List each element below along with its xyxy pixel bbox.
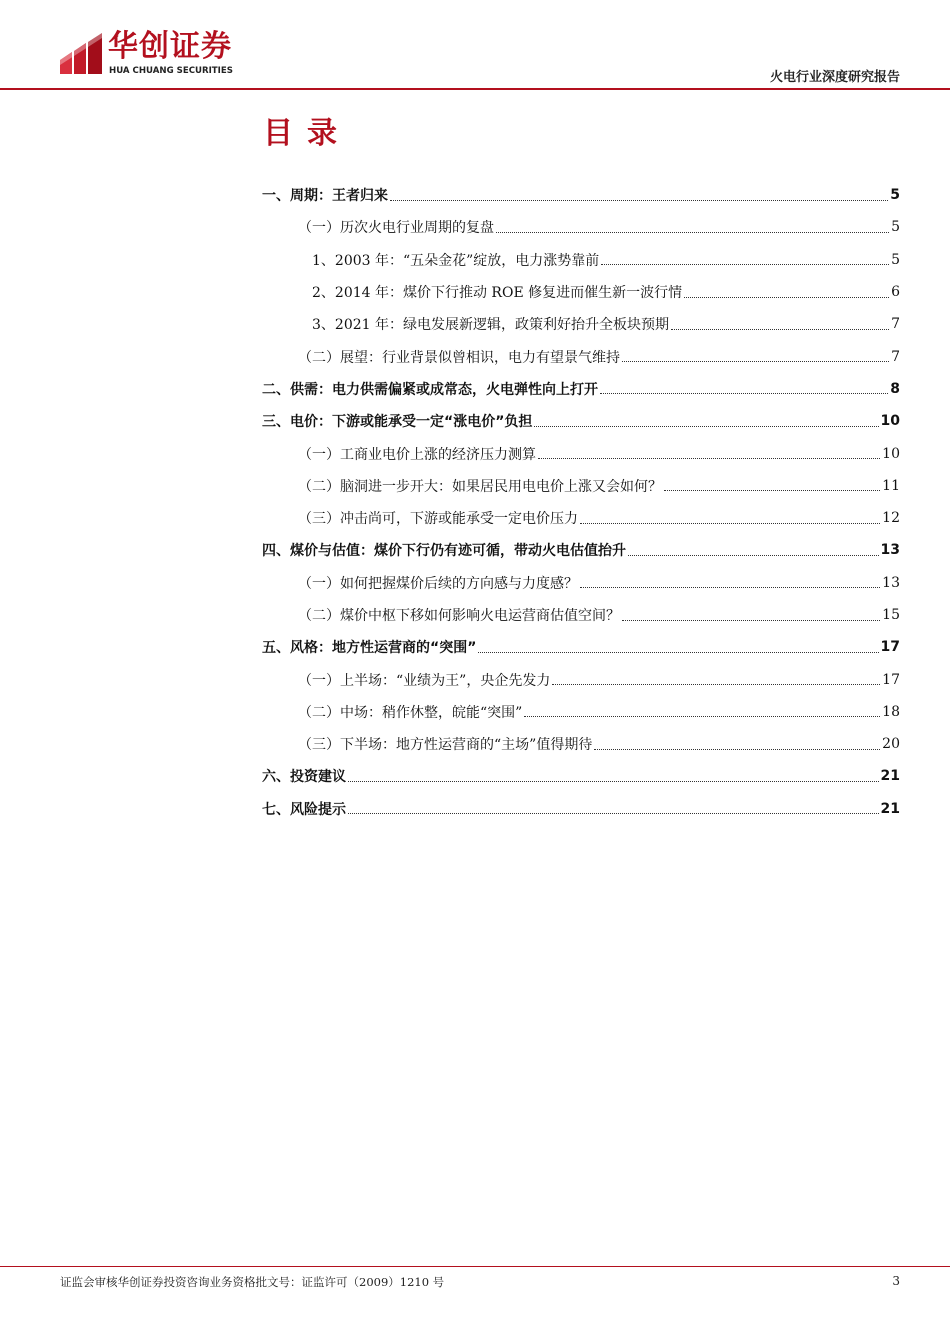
table-of-contents <box>262 179 900 825</box>
toc-entry-page: 17 <box>882 671 900 688</box>
toc-entry[interactable] <box>262 244 900 276</box>
toc-entry-title: 六、投资建议 <box>262 769 346 786</box>
toc-dot-leader <box>628 541 879 556</box>
toc-dot-leader <box>684 283 889 298</box>
toc-entry-page: 17 <box>880 639 900 656</box>
toc-entry-title: （一）历次火电行业周期的复盘 <box>298 220 494 237</box>
toc-entry[interactable] <box>262 437 900 469</box>
brand-name-en: HUA CHUANG SECURITIES <box>109 66 233 76</box>
toc-entry-title: （三）下半场：地方性运营商的“主场”值得期待 <box>298 737 593 754</box>
page-header <box>0 0 950 92</box>
toc-entry-title: 一、周期：王者归来 <box>262 188 388 205</box>
toc-dot-leader <box>600 379 888 394</box>
toc-dot-leader <box>601 250 889 265</box>
page-number: 3 <box>892 1274 900 1288</box>
toc-entry-page: 21 <box>880 768 900 785</box>
toc-entry[interactable] <box>262 696 900 728</box>
company-logo <box>58 30 248 80</box>
toc-entry-title: （一）上半场：“业绩为王”，央企先发力 <box>298 672 551 689</box>
toc-dot-leader <box>622 347 889 362</box>
toc-entry-title: 3、2021 年：绿电发展新逻辑，政策利好抬升全板块预期 <box>312 317 669 334</box>
toc-entry[interactable] <box>262 728 900 760</box>
toc-dot-leader <box>348 767 879 782</box>
toc-dot-leader <box>390 186 888 201</box>
toc-entry[interactable] <box>262 470 900 502</box>
toc-entry-page: 20 <box>882 736 900 753</box>
toc-dot-leader <box>478 638 878 653</box>
toc-entry-page: 7 <box>891 348 900 365</box>
toc-dot-leader <box>622 606 880 621</box>
toc-entry[interactable] <box>262 373 900 405</box>
toc-entry-title: 二、供需：电力供需偏紧或成常态，火电弹性向上打开 <box>262 381 598 398</box>
toc-entry[interactable] <box>262 631 900 663</box>
toc-entry[interactable] <box>262 179 900 211</box>
toc-entry-title: 2、2014 年：煤价下行推动 ROE 修复进而催生新一波行情 <box>312 285 683 302</box>
toc-entry[interactable] <box>262 276 900 308</box>
toc-entry[interactable] <box>262 599 900 631</box>
toc-entry-page: 8 <box>890 380 900 397</box>
toc-entry-page: 6 <box>891 284 900 301</box>
toc-entry[interactable] <box>262 308 900 340</box>
toc-entry-page: 21 <box>880 800 900 817</box>
toc-entry-page: 12 <box>882 510 900 527</box>
toc-dot-leader <box>534 412 878 427</box>
toc-entry-title: 五、风格：地方性运营商的“突围” <box>262 640 477 657</box>
toc-entry-title: 七、风险提示 <box>262 801 346 818</box>
toc-dot-leader <box>496 218 889 233</box>
toc-entry-page: 10 <box>882 445 900 462</box>
toc-entry-page: 5 <box>891 219 900 236</box>
toc-entry-title: （二）中场：稍作休整，皖能“突围” <box>298 704 523 721</box>
toc-entry[interactable] <box>262 340 900 372</box>
toc-dot-leader <box>552 670 880 685</box>
toc-entry[interactable] <box>262 663 900 695</box>
toc-dot-leader <box>348 799 879 814</box>
toc-entry-title: （一）工商业电价上涨的经济压力测算 <box>298 446 536 463</box>
toc-entry-page: 7 <box>891 316 900 333</box>
toc-entry-title: （二）煤价中枢下移如何影响火电运营商估值空间？ <box>298 608 620 624</box>
toc-entry[interactable] <box>262 502 900 534</box>
toc-entry-title: （二）脑洞进一步开大：如果居民用电电价上涨又会如何？ <box>298 478 662 495</box>
toc-entry[interactable] <box>262 793 900 825</box>
footer-license-text: 证监会审核华创证券投资咨询业务资格批文号：证监许可（2009）1210 号 <box>60 1275 445 1289</box>
toc-dot-leader <box>580 573 880 588</box>
brand-name-cn: 华创证券 <box>108 29 232 64</box>
toc-entry-page: 18 <box>882 703 900 720</box>
footer-divider <box>0 1266 950 1267</box>
toc-dot-leader <box>664 476 880 491</box>
toc-entry-title: 1、2003 年：“五朵金花”绽放，电力涨势靠前 <box>312 252 600 269</box>
toc-entry-page: 13 <box>882 574 900 591</box>
toc-entry-title: 三、电价：下游或能承受一定“涨电价”负担 <box>262 414 533 431</box>
toc-dot-leader <box>524 702 880 717</box>
toc-entry-title: （一）如何把握煤价后续的方向感与力度感？ <box>298 575 578 592</box>
toc-dot-leader <box>594 735 880 750</box>
toc-entry-title: （二）展望：行业背景似曾相识，电力有望景气维持 <box>298 349 620 366</box>
toc-dot-leader <box>580 509 880 524</box>
toc-dot-leader <box>671 315 889 330</box>
toc-entry[interactable] <box>262 760 900 792</box>
logo-mark-icon <box>58 30 104 76</box>
toc-entry[interactable] <box>262 211 900 243</box>
toc-entry[interactable] <box>262 534 900 566</box>
toc-entry-page: 10 <box>880 413 900 430</box>
toc-entry-page: 13 <box>880 542 900 559</box>
report-title: 火电行业深度研究报告 <box>769 70 900 85</box>
toc-entry-page: 5 <box>891 251 900 268</box>
toc-entry[interactable] <box>262 567 900 599</box>
toc-dot-leader <box>538 444 880 459</box>
toc-entry-title: （三）冲击尚可，下游或能承受一定电价压力 <box>298 511 578 528</box>
toc-entry[interactable] <box>262 405 900 437</box>
toc-entry-title: 四、煤价与估值：煤价下行仍有迹可循，带动火电估值抬升 <box>262 543 626 560</box>
toc-entry-page: 15 <box>882 607 900 623</box>
toc-heading: 目录 <box>263 116 351 151</box>
toc-entry-page: 5 <box>890 187 900 204</box>
header-divider <box>0 88 950 90</box>
toc-entry-page: 11 <box>882 477 900 494</box>
